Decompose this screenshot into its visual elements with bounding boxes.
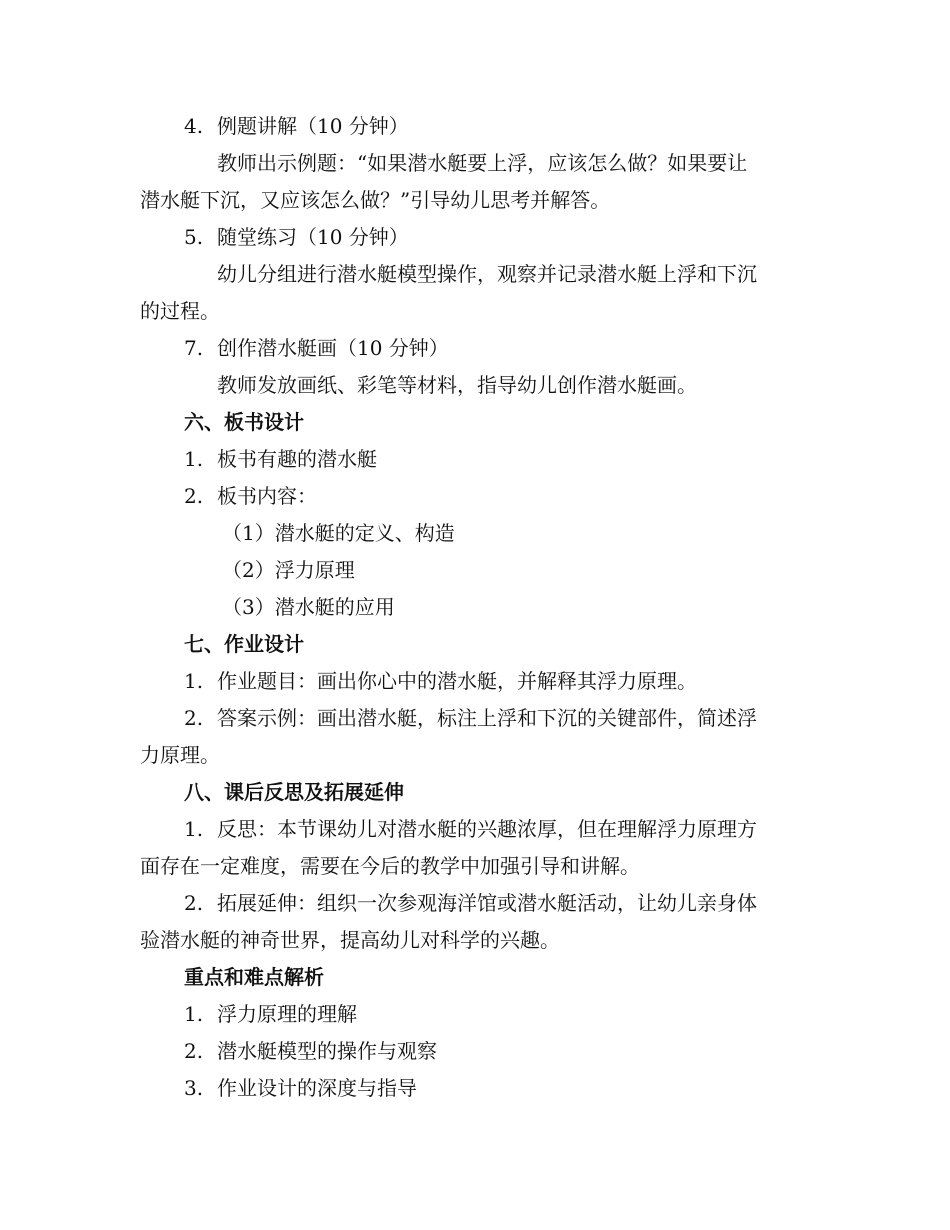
list-number: 2.: [184, 706, 204, 730]
paragraph-line: 验潜水艇的神奇世界，提高幼儿对科学的兴趣。: [140, 928, 560, 952]
paragraph-line: 幼儿分组进行潜水艇模型操作，观察并记录潜水艇上浮和下沉: [217, 262, 757, 286]
list-number: 2.: [184, 1039, 204, 1063]
paragraph-line: 力原理。: [140, 743, 220, 767]
list-text: 反思：本节课幼儿对潜水艇的兴趣浓厚，但在理解浮力原理方: [217, 817, 757, 841]
list-item-1: [184, 666, 854, 696]
list-text: 板书内容：: [217, 484, 317, 508]
list-number: 3.: [184, 1076, 204, 1100]
list-text: 浮力原理的理解: [217, 1002, 357, 1026]
paragraph-line: 的过程。: [140, 299, 220, 323]
list-text: 作业设计的深度与指导: [217, 1076, 417, 1100]
list-item-2: [184, 703, 854, 733]
list-item-5: [184, 222, 854, 252]
sub-list-item: （1）潜水艇的定义、构造: [222, 521, 455, 545]
section-heading: 六、板书设计: [184, 410, 304, 434]
list-item-4: [184, 111, 854, 141]
list-text: 拓展延伸：组织一次参观海洋馆或潜水艇活动，让幼儿亲身体: [217, 891, 757, 915]
list-item-3: [184, 1073, 854, 1103]
list-number: 2.: [184, 891, 204, 915]
list-number: 1.: [184, 669, 204, 693]
list-number: 4.: [184, 114, 204, 138]
paragraph-line: 面存在一定难度，需要在今后的教学中加强引导和讲解。: [140, 854, 640, 878]
sub-list-item: （3）潜水艇的应用: [222, 595, 395, 619]
list-text: 潜水艇模型的操作与观察: [217, 1039, 437, 1063]
paragraph-line: 教师发放画纸、彩笔等材料，指导幼儿创作潜水艇画。: [217, 373, 697, 397]
list-item-2: [184, 888, 854, 918]
list-number: 1.: [184, 817, 204, 841]
list-item-1: [184, 444, 854, 474]
list-number: 7.: [184, 336, 204, 360]
list-item-2: [184, 481, 854, 511]
list-item-7: [184, 333, 854, 363]
sub-list-item: （2）浮力原理: [222, 558, 355, 582]
list-item-1: [184, 814, 854, 844]
section-heading: 重点和难点解析: [184, 965, 324, 989]
list-item-2: [184, 1036, 854, 1066]
section-heading: 八、课后反思及拓展延伸: [184, 780, 404, 804]
section-heading: 七、作业设计: [184, 632, 304, 656]
list-number: 1.: [184, 447, 204, 471]
list-text: 随堂练习（10 分钟）: [217, 225, 409, 249]
list-number: 1.: [184, 1002, 204, 1026]
list-number: 5.: [184, 225, 204, 249]
list-text: 例题讲解（10 分钟）: [217, 114, 409, 138]
list-item-1: [184, 999, 854, 1029]
paragraph-line: 教师出示例题：“如果潜水艇要上浮，应该怎么做？如果要让: [217, 151, 748, 175]
list-text: 作业题目：画出你心中的潜水艇，并解释其浮力原理。: [217, 669, 697, 693]
list-text: 创作潜水艇画（10 分钟）: [217, 336, 449, 360]
list-number: 2.: [184, 484, 204, 508]
paragraph-line: 潜水艇下沉，又应该怎么做？”引导幼儿思考并解答。: [140, 188, 611, 212]
list-text: 答案示例：画出潜水艇，标注上浮和下沉的关键部件，简述浮: [217, 706, 757, 730]
list-text: 板书有趣的潜水艇: [217, 447, 377, 471]
